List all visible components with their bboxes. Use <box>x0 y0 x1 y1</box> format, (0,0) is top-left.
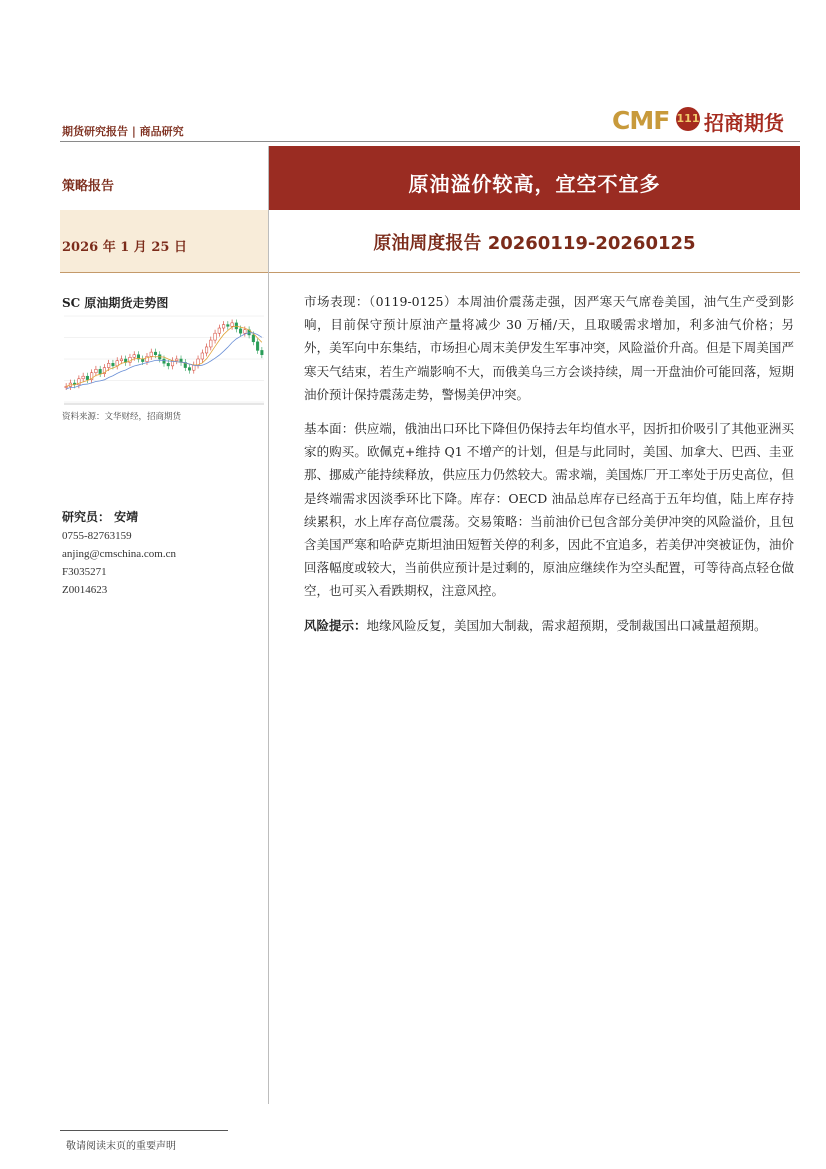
candle-body <box>154 352 157 355</box>
candle-body <box>120 359 123 361</box>
report-type: 策略报告 <box>62 179 115 194</box>
candle-body <box>175 359 178 361</box>
candle-body <box>167 363 170 366</box>
candle-body <box>214 333 217 340</box>
footer-notice: 敬请阅读末页的重要声明 <box>66 1141 176 1152</box>
company-logo <box>612 104 802 136</box>
logo-brand: CMF <box>612 106 670 135</box>
candle-body <box>65 387 68 388</box>
risk-paragraph <box>304 614 794 637</box>
chart-source: 资料来源：文华财经，招商期货 <box>62 412 182 422</box>
contact-license-1: F3035271 <box>62 566 107 578</box>
contact-email: anjing@cmschina.com.cn <box>62 548 176 560</box>
candle-body <box>244 330 247 333</box>
candle-body <box>205 347 208 353</box>
candle-body <box>116 361 119 366</box>
report-category: 期货研究报告 | 商品研究 <box>62 125 184 138</box>
contact-phone: 0755-82763159 <box>62 530 132 542</box>
candle-body <box>218 328 221 333</box>
contact-license-2: Z0014623 <box>62 584 108 596</box>
candle-body <box>150 352 153 356</box>
column-divider <box>268 146 269 1104</box>
candle-body <box>188 368 191 371</box>
risk-text: 地缘风险反复，美国加大制裁，需求超预期，受制裁国出口减量超预期。 <box>366 617 767 633</box>
candle-body <box>112 363 115 366</box>
sc-crude-chart <box>60 310 268 410</box>
candle-body <box>227 325 230 327</box>
logo-name: 招商期货 <box>704 111 784 135</box>
candle-body <box>210 340 213 347</box>
candle-body <box>82 376 85 379</box>
candle-body <box>163 359 166 363</box>
chart-title: SC 原油期货走势图 <box>62 296 169 310</box>
candle-body <box>133 355 136 358</box>
candle-body <box>261 350 264 354</box>
candle-body <box>107 363 110 367</box>
candle-body <box>95 369 98 372</box>
risk-label: 风险提示： <box>304 617 367 633</box>
candle-body <box>86 376 89 379</box>
report-body <box>304 290 794 648</box>
candle-body <box>201 353 204 359</box>
main-title: 原油溢价较高，宜空不宜多 <box>408 172 661 196</box>
candle-body <box>99 369 102 373</box>
report-date: 2026 年 1 月 25 日 <box>62 240 187 255</box>
fundamentals-paragraph: 基本面：供应端，俄油出口环比下降但仍保持去年均值水平，因折扣价吸引了其他亚洲买家的购买。欧佩克+维持 Q1 不增产的计划，但是与此同时，美国、加拿大、巴西、圭亚那、挪威产能持续释放，供应压力仍然较大。需求端，美国炼厂开工率处于历史高位，但是终端需求因淡季环比下降。库存：OECD 油品总库存已经高于五年均值，陆上库存持续累积，水上库存高位震荡。交易策略：当前油价已包含部分美伊冲突的风险溢价，且包含美国严寒和哈萨克斯坦油田短暂关停的利多，因此不宜追多，若美伊冲突被证伪，油价回落幅度或较大，当前供应预计是过剩的，原油应继续作为空头配置，可等待高点轻仓做空，也可买入看跌期权，注意风控。 <box>304 421 794 599</box>
candle-body <box>256 342 259 351</box>
candle-body <box>252 335 255 342</box>
banner-divider <box>60 272 800 273</box>
candle-body <box>239 329 242 333</box>
researcher-name: 研究员： 安靖 <box>62 510 139 524</box>
logo-badge-icon: 111 <box>676 107 700 131</box>
header-divider <box>60 141 800 142</box>
sub-title: 原油周度报告 20260119-20260125 <box>373 233 696 254</box>
candle-body <box>231 323 234 326</box>
market-paragraph: 市场表现：（0119-0125）本周油价震荡走强，因严寒天气席卷美国，油气生产受到影响，目前保守预计原油产量将减少 30 万桶/天，且取暖需求增加，利多油气价格；另外，美军向中东集结，市场担心周末美伊发生军事冲突，风险溢价升高。但是下周美国严寒天气结束，若生产端影响不大，而俄美乌三方会谈持续，周一开盘油价可能回落，短期油价预计保持震荡走势，警惕美伊冲突。 <box>304 294 794 402</box>
candle-body <box>222 325 225 328</box>
footer-divider <box>60 1130 228 1131</box>
